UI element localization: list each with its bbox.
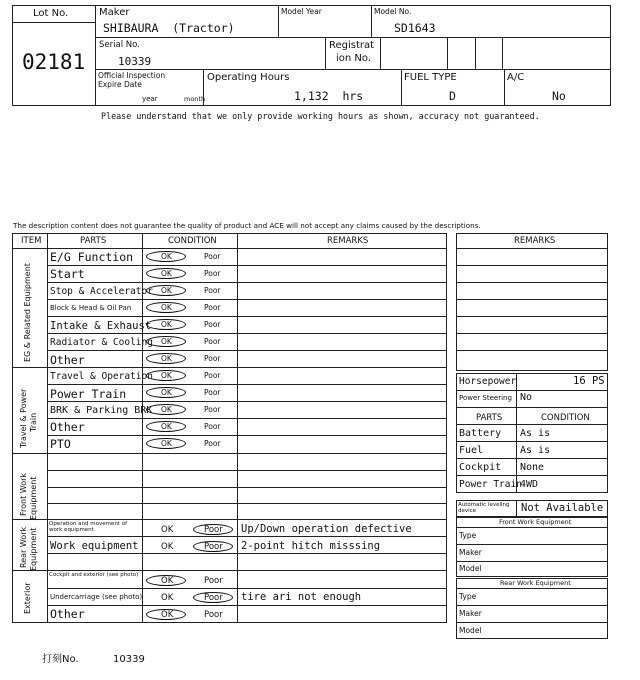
table-row-remark: tire ari not enough [241,591,362,603]
divider [456,458,608,459]
power-train-label: Power Train [459,479,522,490]
ok-label: OK [161,576,174,586]
rear-maker-label: Maker [459,609,482,618]
poor-label: Poor [204,593,223,603]
serial-value: 10339 [118,55,152,68]
divider [47,553,447,554]
divider [456,441,608,442]
ok-label: OK [161,593,174,603]
divider [516,500,517,517]
divider [95,69,611,70]
col-remarks: REMARKS [327,236,369,246]
hours-label: Operating Hours [207,72,290,83]
table-row-part: Undercarriage (see photo) [50,593,143,601]
steering-label: Power Steering [459,394,512,402]
inspection-label: Official Inspection [98,71,166,80]
divider [325,37,326,69]
stamp-value: 10339 [113,654,145,665]
divider [47,299,447,300]
table-row-remark: 2-point hitch misssing [241,540,381,552]
divider [456,527,608,528]
divider [237,233,238,623]
divider [47,470,447,471]
inspection-label-2: Expire Date [98,80,142,89]
divider [456,622,608,623]
divider [456,248,608,249]
divider [456,333,608,334]
rear-type-label: Type [459,592,477,601]
model-year-label: Model Year [281,7,322,16]
hours-value: 1,132 hrs [294,89,364,103]
table-row-part: PTO [50,437,71,451]
divider [47,435,447,436]
divider [456,424,608,425]
ac-value: No [552,89,566,103]
divider [47,282,447,283]
divider [12,570,447,571]
divider [12,453,447,454]
month-label: month [184,95,206,103]
front-model-label: Model [459,564,482,573]
divider [12,22,95,23]
table-row-part: E/G Function [50,250,134,264]
divider [456,544,608,545]
divider [47,418,447,419]
poor-label: Poor [204,422,221,431]
horsepower-value: 16 PS [573,375,605,387]
table-row-part: Work equipment [50,540,139,552]
ok-label: OK [161,371,172,380]
poor-label: Poor [204,269,221,278]
col-item: ITEM [21,236,42,246]
leveling-label: Automatic leveling [458,502,510,508]
poor-label: Poor [204,576,223,586]
hours-note: Please understand that we only provide working hours as shown, accuracy not guaranteed. [101,111,540,121]
fuel-type-label: FUEL TYPE [404,72,457,83]
divider [456,390,608,391]
divider [278,5,279,37]
ok-label: OK [161,269,172,278]
table-row-remark: Up/Down operation defective [241,523,412,535]
divider [380,37,381,69]
poor-label: Poor [204,610,223,620]
divider [47,605,447,606]
ok-label: OK [161,422,172,431]
table-row-part: Power Train [50,387,127,401]
table-row-part: Travel & Operation [50,371,153,382]
leveling-label-2: device [458,508,477,514]
maker-label: Maker [99,7,130,18]
divider [475,37,476,69]
divider [12,248,447,249]
col-parts: PARTS [80,236,107,246]
ok-label: OK [161,303,172,312]
cockpit-label: Cockpit [459,462,502,473]
model-no-value: SD1643 [394,21,436,35]
ok-label: OK [161,525,174,535]
divider [401,69,402,106]
divider [47,265,447,266]
disclaimer: The description content does not guarantee the quality of product and ACE will not accept any claims caused by the descriptions. [13,221,481,230]
group-label-rear-2: Equipment [29,527,38,571]
poor-label: Poor [204,303,221,312]
divider [12,519,447,520]
poor-label: Poor [204,371,221,380]
divider [456,282,608,283]
cockpit-value: None [520,462,545,473]
divider [95,37,611,38]
divider [47,401,447,402]
registration-label: Registrat [329,40,375,51]
horsepower-label: Horsepower [459,376,517,387]
rear-equipment-header: Rear Work Equipment [500,579,571,587]
ok-label: OK [161,354,172,363]
poor-label: Poor [204,337,221,346]
divider [47,333,447,334]
divider [456,605,608,606]
divider [12,367,447,368]
model-no-label: Model No. [374,7,412,16]
group-label-travel: Travel & Power [19,388,28,448]
registration-label-2: ion No. [336,53,372,64]
table-row-part: Other [50,353,85,367]
divider [456,561,608,562]
group-label-front-2: Equipment [29,476,38,520]
col-condition: CONDITION [168,236,217,246]
table-row-part: Start [50,267,85,281]
group-label-travel-2: Train [29,412,38,432]
battery-label: Battery [459,428,502,439]
table-row-part: Block & Head & Oil Pan [50,304,132,312]
ok-label: OK [161,337,172,346]
table-row-part: Operation and movement of work equipment [49,521,128,533]
poor-label: Poor [204,286,221,295]
battery-value: As is [520,428,551,439]
divider [47,350,447,351]
table-row-part: Other [50,420,85,434]
table-row-part: Intake & Exhaust [50,320,152,332]
ok-label: OK [161,388,172,397]
remarks-header: REMARKS [514,236,556,246]
divider [504,69,505,106]
divider [47,384,447,385]
ok-label: OK [161,610,174,620]
group-label-eg: EG & Related Equipment [23,263,32,362]
serial-label: Serial No. [99,40,140,50]
ok-label: OK [161,542,174,552]
divider [47,233,48,623]
fuel-value: As is [520,445,551,456]
year-label: year [142,95,158,103]
divider [47,487,447,488]
group-label-rear: Rear Work [19,526,28,568]
divider [456,316,608,317]
power-train-value: 4WD [520,479,539,490]
front-maker-label: Maker [459,548,482,557]
divider [47,588,447,589]
ok-label: OK [161,286,172,295]
table-row-part: Other [50,607,85,621]
divider [456,350,608,351]
front-type-label: Type [459,531,477,540]
ac-label: A/C [507,72,525,83]
lot-label: Lot No. [33,8,69,19]
table-row-part: Cockpit and exterior (see photo) [49,572,139,578]
steering-value: No [520,392,533,403]
divider [47,316,447,317]
divider [502,37,503,69]
divider [447,37,448,69]
ok-label: OK [161,252,172,261]
poor-label: Poor [204,405,221,414]
divider [47,536,447,537]
divider [456,265,608,266]
lot-value: 02181 [22,50,86,74]
rear-model-label: Model [459,626,482,635]
condition-header: CONDITION [541,413,590,423]
poor-label: Poor [204,525,223,535]
front-equipment-header: Front Work Equipment [499,518,572,526]
parts-header: PARTS [476,413,503,423]
maker-value: SHIBAURA (Tractor) [103,21,235,35]
group-label-front: Front Work [19,472,28,516]
divider [456,475,608,476]
stamp-label: 打刻No. [42,654,79,665]
fuel-label: Fuel [459,445,484,456]
poor-label: Poor [204,252,221,261]
leveling-value: Not Available [521,502,604,514]
poor-label: Poor [204,542,223,552]
table-row-part: Stop & Accelerator [50,286,153,297]
poor-label: Poor [204,354,221,363]
ok-label: OK [161,405,172,414]
poor-label: Poor [204,320,221,329]
table-row-part: Radiator & Cooling [50,337,153,348]
divider [95,5,96,106]
poor-label: Poor [204,388,221,397]
divider [516,373,517,493]
divider [456,299,608,300]
divider [456,407,608,408]
poor-label: Poor [204,439,221,448]
divider [456,588,608,589]
fuel-type-value: D [449,89,456,103]
divider [371,5,372,37]
ok-label: OK [161,320,172,329]
table-row-part: BRK & Parking BRK [50,405,153,416]
group-label-exterior: Exterior [23,582,32,614]
ok-label: OK [161,439,172,448]
divider [47,503,447,504]
